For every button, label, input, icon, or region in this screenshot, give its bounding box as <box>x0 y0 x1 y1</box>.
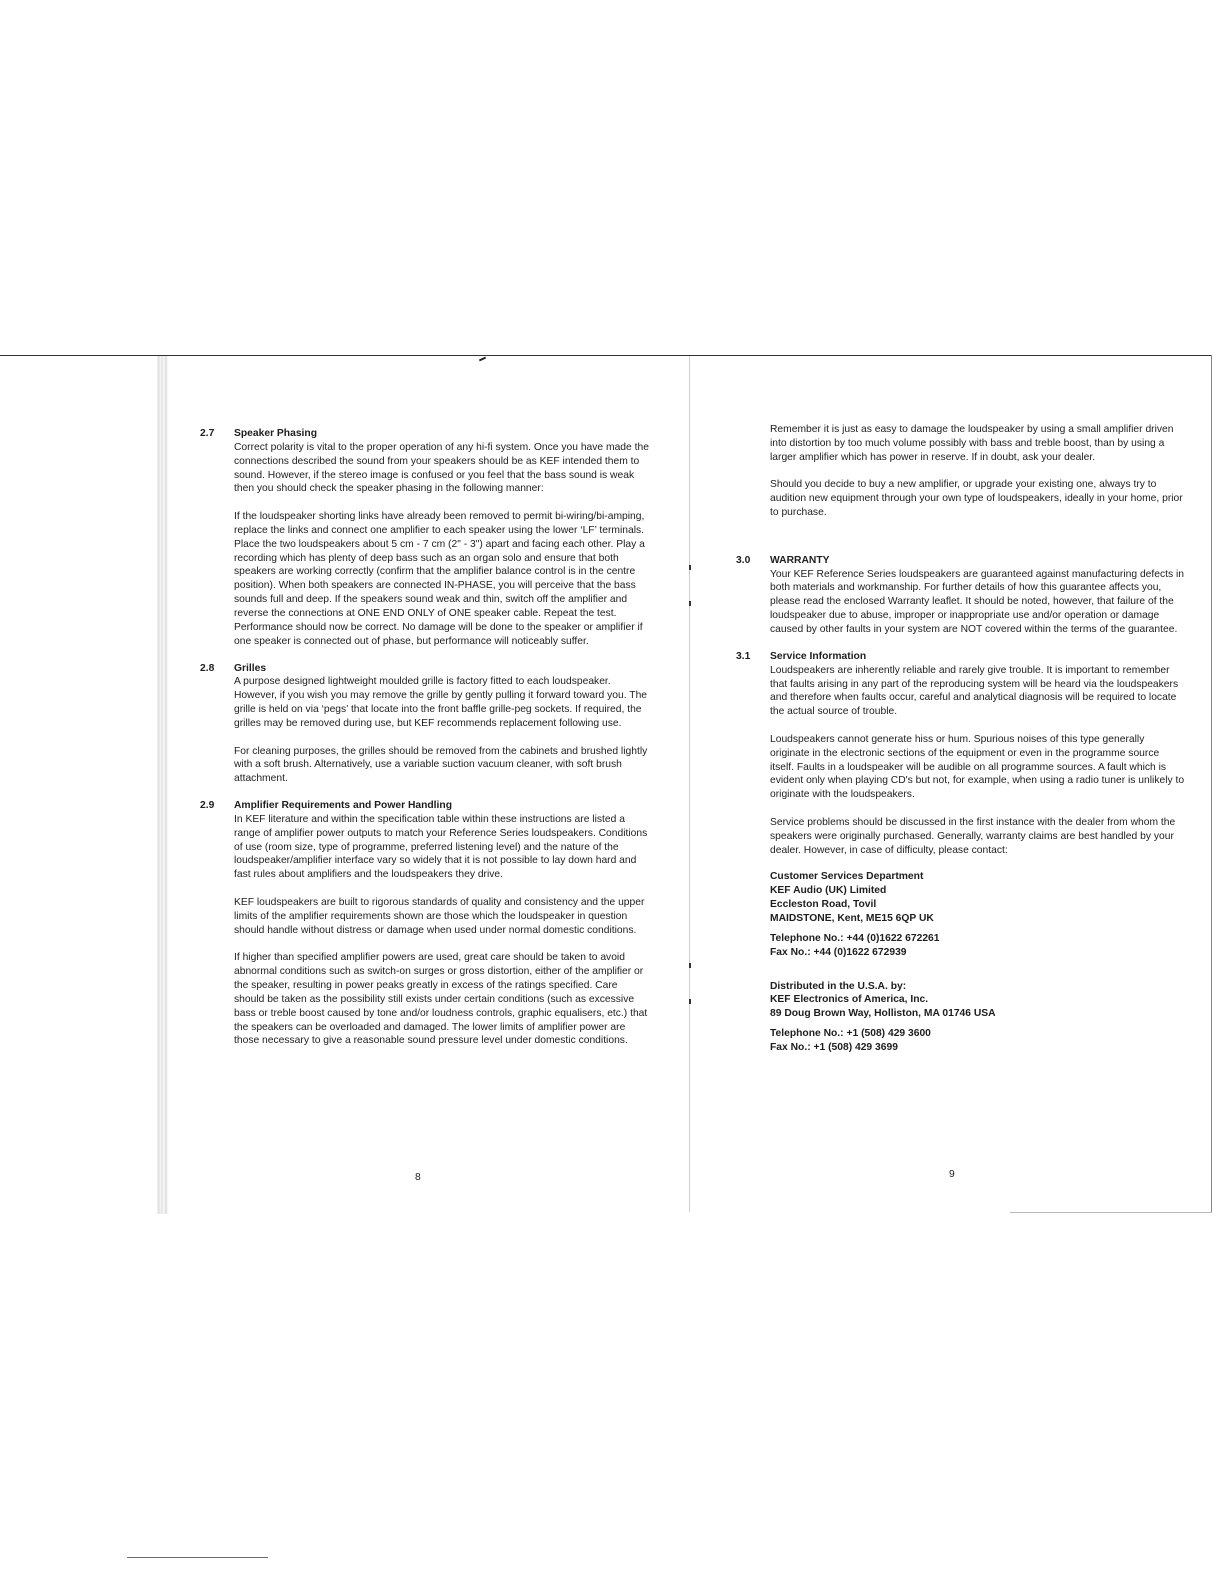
intro <box>736 423 1186 520</box>
section-title: Service Information <box>770 650 867 662</box>
paragraph: In KEF literature and within the specification table within these instructions are listed a range of amplifier power outputs to match your Reference Series loudspeakers. Conditions of use (room size, type of programme, preferred listening level) and the nature of the loudspeaker/amplifier interface vary so widely that it is not possible to lay down hard and fast rules about amplifiers and the loudspeakers they drive. <box>234 813 648 881</box>
paragraph: Service problems should be discussed in the first instance with the dealer from whom the speakers were originally purchased. Generally, warranty claims are best handled by your dealer. However, in case of difficulty, please contact: <box>770 816 1176 856</box>
usa-company: KEF Electronics of America, Inc. <box>770 994 929 1006</box>
section-2-9 <box>200 799 650 1048</box>
section-title: Amplifier Requirements and Power Handling <box>234 800 452 812</box>
section-3-1 <box>736 650 1186 858</box>
binding-shadow <box>157 356 169 1214</box>
contact-city: MAIDSTONE, Kent, ME15 6QP UK <box>770 913 934 924</box>
paragraph: Should you decide to buy a new amplifier, or upgrade your existing one, always try to audition new equipment through your own type of loudspeakers, ideally in your home, prior to purchase. <box>770 479 1183 519</box>
paragraph: Loudspeakers cannot generate hiss or hum. Spurious noises of this type generally originate in the electronic sections of the equipment or even in the programme source itself. Faults in a loudspeaker will be audible on all programme sources. A fault which is evident only when playing CD's but not, for example, when using a radio tuner is unlikely to originate with the loudspeakers. <box>770 733 1185 801</box>
bottom-rule <box>1010 1212 1212 1213</box>
section-number: 2.9 <box>200 800 215 812</box>
fold-tick <box>689 565 691 570</box>
section-number: 3.0 <box>736 554 751 566</box>
uk-contact-block <box>736 870 1186 1054</box>
fold-tick <box>689 999 691 1004</box>
fold-tick <box>689 601 691 606</box>
top-rule <box>0 355 1212 356</box>
section-title: Speaker Phasing <box>234 428 317 439</box>
section-title: WARRANTY <box>770 554 830 566</box>
section-3-0 <box>736 554 1186 637</box>
usa-fax: Fax No.: +1 (508) 429 3699 <box>770 1041 898 1053</box>
section-number: 2.7 <box>200 428 215 439</box>
paragraph: If higher than specified amplifier powers are used, great care should be taken to avoid abnormal conditions such as switch-on surges or gross distortion, either of the amplifier or the speaker, resulting in power peaks greatly in excess of the ratings specified. Care should be taken as the possibility still exists under certain conditions (such as excessive bass or treble boost caused by tone and/or loudness controls, graphic equalisers, etc.) that the speakers can be overloaded and damaged. The lower limits of amplifier power are those necessary to give a reasonable sound pressure level under domestic conditions. <box>234 952 648 1047</box>
contact-fax: Fax No.: +44 (0)1622 672939 <box>770 946 907 958</box>
paragraph: If the loudspeaker shorting links have already been removed to permit bi-wiring/bi-amping, replace the links and connect one amplifier to each speaker using the lower ‘LF’ terminals. Place the two loudspeakers about 5 cm - 7 cm (2" - 3") apart and facing each other. Play a recording which has plenty of deep bass such as an organ solo and ensure that both speakers are working correctly (confirm that the amplifier balance control is in the centre position). When both speakers are connected IN-PHASE, you will perceive that the bass sounds full and deep. If the speakers sound weak and thin, switch off the amplifier and reverse the connections at ONE END ONLY of ONE speaker cable. Repeat the test. Performance should now be correct. No damage will be done to the speaker or amplifier if one speaker is connected out of phase, but performance will noticeably suffer. <box>234 511 645 647</box>
scan-mark <box>479 357 486 362</box>
usa-address: 89 Doug Brown Way, Holliston, MA 01746 USA <box>770 1008 996 1020</box>
section-2-7 <box>200 427 650 649</box>
right-page-column <box>736 423 1186 1069</box>
blue-scan-line <box>127 1557 268 1558</box>
paragraph: A purpose designed lightweight moulded grille is factory fitted to each loudspeaker. However, if you wish you may remove the grille by gently pulling it forward toward you. The grille is held on via ‘pegs’ that locate into the front baffle grille-peg sockets. If required, the grilles may be removed during use, but KEF recommends replacement following use. <box>234 676 648 729</box>
paragraph: KEF loudspeakers are built to rigorous standards of quality and consistency and the upper limits of the amplifier requirements shown are those which the loudspeaker in question should handle without distress or damage when used under normal domestic conditions. <box>234 897 645 936</box>
section-2-8 <box>200 662 650 787</box>
paragraph: For cleaning purposes, the grilles should be removed from the cabinets and brushed lightly with a soft brush. Alternatively, use a variable suction vacuum cleaner, with soft brush attachment. <box>234 745 648 785</box>
paragraph: Remember it is just as easy to damage the loudspeaker by using a small amplifier driven into distortion by too much volume possibly with bass and treble boost, than by using a larger amplifier which has power in reserve. If in doubt, ask your dealer. <box>770 424 1174 463</box>
contact-department: Customer Services Department <box>770 871 924 883</box>
section-number: 3.1 <box>736 650 751 662</box>
section-title: Grilles <box>234 662 267 674</box>
right-page-edge <box>1211 355 1212 1212</box>
page-number: 9 <box>949 1169 955 1180</box>
paragraph: Loudspeakers are inherently reliable and rarely give trouble. It is important to remember that faults arising in any part of the reproducing system will be heard via the loudspeakers and therefore when faults occur, careful and analytical diagnosis will be required to locate the actual source of trouble. <box>770 664 1179 718</box>
contact-telephone: Telephone No.: +44 (0)1622 672261 <box>770 932 940 944</box>
left-page-column <box>200 427 650 1061</box>
page-number: 8 <box>415 1172 421 1183</box>
paragraph: Your KEF Reference Series loudspeakers are guaranteed against manufacturing defects in both materials and workmanship. For further details of how this guarantee affects you, please read the enclosed Warranty leaflet. It should be noted, however, that failure of the loudspeaker due to abuse, improper or inappropriate use and/or operation or damage caused by other faults in your system are NOT covered within the terms of the guarantee. <box>770 568 1185 635</box>
usa-heading: Distributed in the U.S.A. by: <box>770 980 907 992</box>
usa-telephone: Telephone No.: +1 (508) 429 3600 <box>770 1028 931 1040</box>
center-fold <box>689 356 690 1212</box>
section-number: 2.8 <box>200 662 215 674</box>
contact-company: KEF Audio (UK) Limited <box>770 885 887 897</box>
fold-tick <box>689 963 691 968</box>
contact-street: Eccleston Road, Tovil <box>770 899 877 911</box>
paragraph: Correct polarity is vital to the proper operation of any hi-fi system. Once you have made the connections described the sound from your speakers should be as KEF intended them to sound. However, if the stereo image is confused or you feel that the bass sound is weak then you should check the speaker phasing in the following manner: <box>234 441 649 495</box>
